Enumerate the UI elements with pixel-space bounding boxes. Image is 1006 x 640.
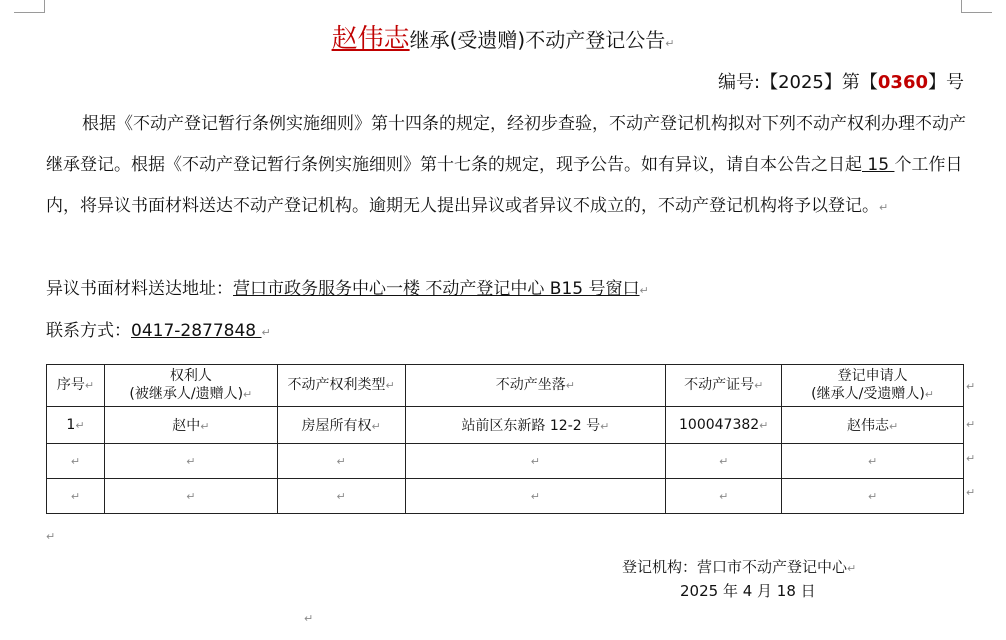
contact-value: 0417-2877848: [131, 321, 262, 341]
paragraph-mark: ↵: [304, 612, 314, 625]
signature-block: 登记机构：营口市不动产登记中心↵ 2025 年 4 月 18 日: [622, 558, 857, 600]
header-location: 不动产坐落↵: [405, 365, 666, 407]
body-part2: 个工作日内，将异议书面材料送达不动产登记机构。逾期无人提出异议或者异议不成立的，不动产登记机构将予以登记。: [46, 155, 963, 216]
serial-suffix: 】号: [928, 72, 964, 93]
paragraph-mark: ↵: [879, 201, 889, 214]
property-table: [46, 364, 964, 514]
address-label: 异议书面材料送达地址：: [46, 279, 233, 299]
table-row: [47, 407, 964, 444]
registration-org: 登记机构：营口市不动产登记中心: [622, 558, 848, 576]
table-header-row: [47, 365, 964, 407]
notice-body: [46, 104, 968, 228]
body-part1: 根据《不动产登记暂行条例实施细则》第十四条的规定，经初步查验，不动产登记机构拟对下列不动产权利办理不动产继承登记。根据《不动产登记暂行条例实施细则》第十七条的规定，现予公告。如有异议，请自本公告之日起: [46, 114, 966, 175]
title-rest: 继承(受遗赠)不动产登记公告: [409, 28, 666, 52]
header-right-type: 不动产权利类型↵: [277, 365, 405, 407]
cell-index: 1↵: [47, 407, 105, 444]
header-cert-no: 不动产证号↵: [666, 365, 782, 407]
serial-value: 0360: [877, 72, 928, 93]
table-row-empty: ↵ ↵ ↵ ↵ ↵ ↵: [47, 479, 964, 514]
row-end-mark: ↵: [966, 380, 976, 393]
notice-date: 2025 年 4 月 18 日: [680, 582, 816, 600]
title-name: 赵伟志: [331, 24, 410, 54]
paragraph-mark: ↵: [665, 37, 675, 50]
header-applicant: 登记申请人 (继承人/受遗赠人)↵: [782, 365, 964, 407]
cell-cert-no: 100047382↵: [666, 407, 782, 444]
objection-days: 15: [862, 155, 895, 175]
contact-info: [46, 316, 271, 341]
contact-label: 联系方式：: [46, 321, 131, 341]
header-holder: 权利人 (被继承人/遗赠人)↵: [104, 365, 277, 407]
row-end-mark: ↵: [966, 486, 976, 499]
cell-holder: 赵中↵: [104, 407, 277, 444]
cell-right-type: 房屋所有权↵: [277, 407, 405, 444]
address-value: 营口市政务服务中心一楼 不动产登记中心 B15 号窗口: [233, 279, 640, 299]
serial-number: [718, 68, 964, 94]
row-end-mark: ↵: [966, 418, 976, 431]
paragraph-mark: ↵: [261, 326, 271, 339]
notice-title: [0, 18, 1006, 55]
table-row-empty: ↵ ↵ ↵ ↵ ↵ ↵: [47, 444, 964, 479]
objection-address: [46, 274, 649, 299]
serial-prefix: 编号:【2025】第【: [718, 72, 878, 93]
page-corner-top-right: [961, 0, 992, 13]
cell-location: 站前区东新路 12-2 号↵: [405, 407, 666, 444]
row-end-mark: ↵: [966, 452, 976, 465]
header-index: 序号↵: [47, 365, 105, 407]
paragraph-mark: ↵: [639, 284, 649, 297]
paragraph-mark: ↵: [46, 530, 56, 543]
page-corner-top-left: [14, 0, 45, 13]
cell-applicant: 赵伟志↵: [782, 407, 964, 444]
